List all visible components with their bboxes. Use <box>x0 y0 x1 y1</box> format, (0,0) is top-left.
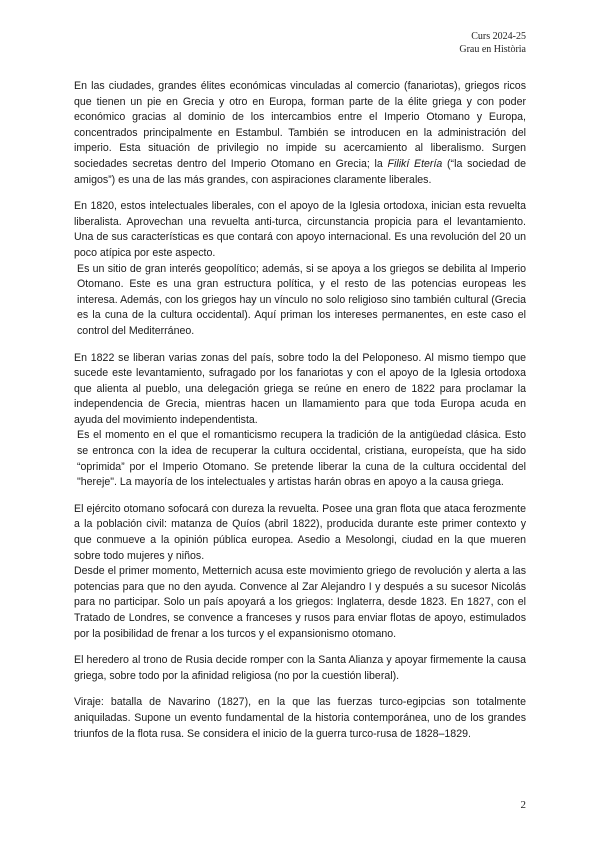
course-year: Curs 2024-25 <box>471 31 526 42</box>
paragraph-fanariotas: En las ciudades, grandes élites económicas vinculadas al comercio (fanariotas), griegos ricos que tienen un pie en Grecia y otro en Europa, forman parte de la élite griega y con poder económico gracias al dominio de los intercambios entre el Imperio Otomano y Europa, concentrados principalmente en Estambul. También se introducen en la administración del imperio. Esta situación de privilegio no impide su acercamiento al liberalismo. Surgen sociedades secretas dentro del Imperio Otomano en Grecia; la Filikí Etería (“la sociedad de amigos”) es una de las más grandes, con aspiraciones claramente liberales. <box>74 80 526 186</box>
paragraph-romanticism: Es el momento en el que el romanticismo recupera la tradición de la antigüedad clásica. Esto se entronca con la idea de recuperar la cultura occidental, cristiana, europeísta, que ha sido “oprimida” por el Imperio Otomano. Se pretende liberar la cuna de la cultura occidental del "hereje". La mayoría de los intelectuales y artistas harán obras en apoyo a la causa griega. <box>77 429 526 489</box>
page-header <box>459 30 526 56</box>
paragraph-metternich: Desde el primer momento, Metternich acusa este movimiento griego de revolución y alerta a las potencias para que no den ayuda. Convence al Zar Alejandro I y después a su sucesor Nicolás para no participar. Solo un país apoyará a los griegos: Inglaterra, desde 1823. En 1827, con el Tratado de Londres, se convence a franceses y rusos para enviar flotas de apoyo, estimulados por la posibilidad de frenar a los turcos y el expansionismo otomano. <box>74 565 526 640</box>
paragraph-1822-independence: En 1822 se liberan varias zonas del país, sobre todo la del Peloponeso. Al mismo tiempo que sucede este levantamiento, sufragado por los fanariotas y con el apoyo de la Iglesia ortodoxa que alienta al pueblo, una delegación griega se reúne en enero de 1822 para proclamar la independencia de Grecia, mientras hacen un llamamiento para que toda Europa acuda en ayuda del movimiento independentista. <box>74 351 526 426</box>
paragraph-russia: El heredero al trono de Rusia decide romper con la Santa Alianza y apoyar firmemente la causa griega, sobre todo por la afinidad religiosa (no por la cuestión liberal). <box>74 654 526 682</box>
degree-name: Grau en Història <box>459 44 526 55</box>
paragraph-navarino: Viraje: batalla de Navarino (1827), en la que las fuerzas turco-egipcias son totalmente aniquiladas. Supone un evento fundamental de la historia contemporánea, uno de los grandes triunfos de la flota rusa. Se considera el inicio de la guerra turco-rusa de 1828–1829. <box>74 696 526 740</box>
page-number: 2 <box>520 799 526 811</box>
paragraph-ottoman-army: El ejército otomano sofocará con dureza la revuelta. Posee una gran flota que ataca ferozmente a la población civil: matanza de Quíos (abril 1822), producida durante este primer contexto y que conmueve a la opinión pública europea. Asedio a Mesolongi, ciudad en la que mueren sobre todo mujeres y niños. <box>74 502 526 562</box>
paragraph-1820-revolt: En 1820, estos intelectuales liberales, con el apoyo de la Iglesia ortodoxa, inician esta revuelta liberalista. Aprovechan una revuelta anti-turca, circunstancia propicia para el levantamiento. Una de sus características es que contará con apoyo internacional. Es una revolución del 20 un poco atípica por este aspecto. <box>74 200 526 259</box>
document-body <box>74 79 526 753</box>
filiki-eteria-term: Filikí Etería <box>387 157 443 170</box>
paragraph-geopolitics: Es un sitio de gran interés geopolítico; además, si se apoya a los griegos se debilita al Imperio Otomano. Este es una gran estructura política, y el resto de las potencias europeas les interesa. Además, con los griegos hay un vínculo no solo religioso sino también cultural (Grecia es la cuna de la cultura occidental). Aquí priman los intereses permanentes, en este caso el control del Mediterráneo. <box>77 262 526 337</box>
